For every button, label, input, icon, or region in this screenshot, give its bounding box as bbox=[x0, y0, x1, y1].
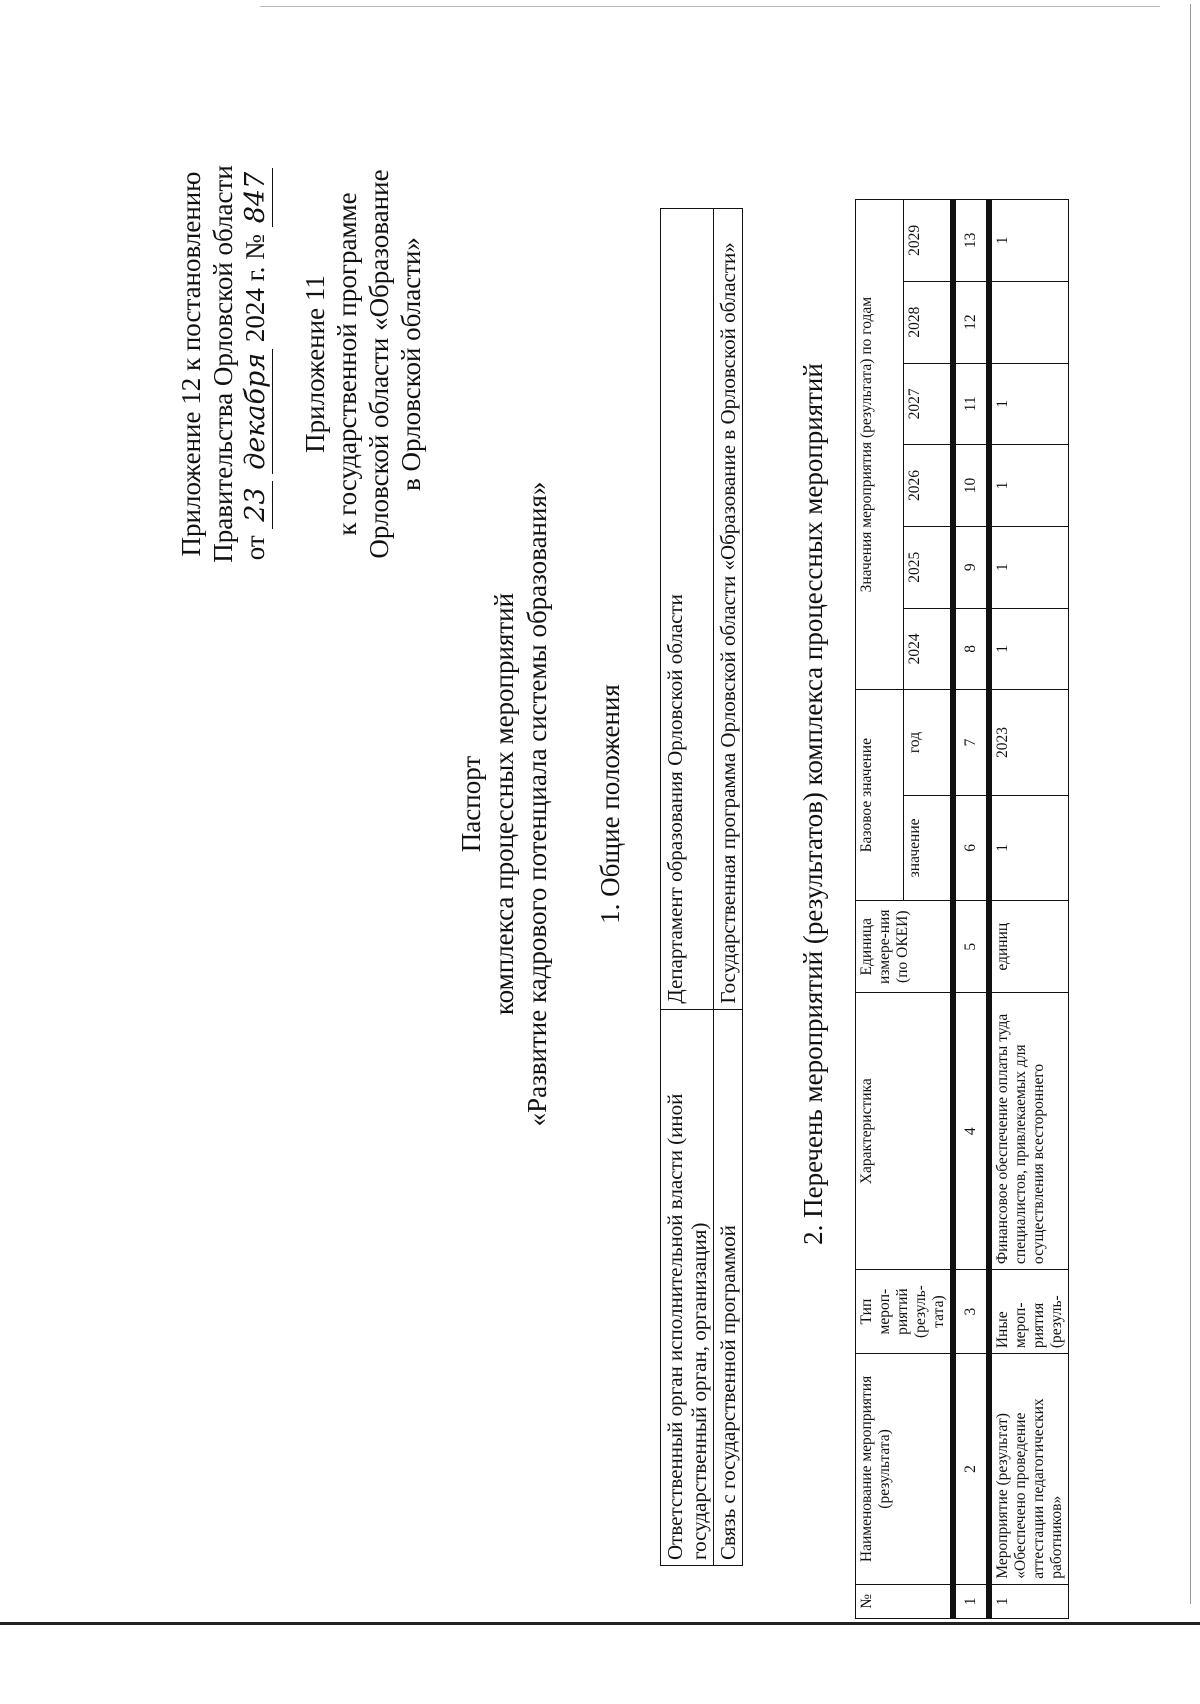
row-value-2025: 1 bbox=[992, 526, 1069, 608]
col-number: 2 bbox=[956, 1354, 987, 1585]
header-row bbox=[856, 200, 904, 1619]
col-number: 3 bbox=[956, 1270, 987, 1354]
row-unit: единиц bbox=[992, 901, 1069, 993]
appendix-line1: к государственной программе bbox=[332, 192, 362, 536]
activities-table bbox=[855, 199, 1069, 1619]
row-value: Департамент образования Орловской области bbox=[661, 209, 714, 1010]
row-no: 1 bbox=[992, 1584, 1069, 1618]
date-prefix: от bbox=[240, 535, 270, 561]
col-header-type: Тип мероп-риятий (резуль-тата) bbox=[856, 1270, 951, 1354]
section1-heading: 1. Общие положения bbox=[595, 684, 625, 924]
col-number: 9 bbox=[956, 526, 987, 608]
col-header-base: Базовое значение bbox=[856, 690, 904, 901]
col-header-years-group: Значения мероприятия (результата) по годам bbox=[856, 200, 904, 690]
col-number: 4 bbox=[956, 993, 987, 1270]
col-header-unit: Единица измере-ния (по ОКЕИ) bbox=[856, 901, 951, 993]
header-date-line bbox=[239, 74, 273, 654]
col-header-year-2029: 2029 bbox=[903, 200, 951, 282]
col-number: 7 bbox=[956, 690, 987, 795]
header-line2: Правительства Орловской области bbox=[208, 165, 238, 563]
col-header-name: Наименование мероприятия (результата) bbox=[856, 1354, 951, 1585]
header-line1: Приложение 12 к постановлению bbox=[176, 171, 206, 557]
col-header-year-2027: 2027 bbox=[903, 363, 951, 445]
row-value-2029: 1 bbox=[992, 200, 1069, 282]
date-month: декабря bbox=[240, 349, 273, 474]
title-line2: комплекса процессных мероприятий bbox=[489, 592, 519, 1016]
general-provisions-table bbox=[660, 208, 743, 1566]
row-label: Ответственный орган исполнительной власти (иной государственный орган, организация) bbox=[661, 1009, 714, 1565]
col-number: 11 bbox=[956, 363, 987, 445]
row-value-2028 bbox=[992, 281, 1069, 363]
col-number: 12 bbox=[956, 281, 987, 363]
table-row bbox=[661, 209, 714, 1566]
row-value-2026: 1 bbox=[992, 445, 1069, 527]
col-number: 1 bbox=[956, 1584, 987, 1618]
title-line1: Паспорт bbox=[456, 755, 486, 853]
col-number: 5 bbox=[956, 901, 987, 993]
col-header-base-value: значение bbox=[903, 795, 951, 900]
row-value-2027: 1 bbox=[992, 363, 1069, 445]
date-day: 23 bbox=[240, 481, 273, 529]
row-base-year: 2023 bbox=[992, 690, 1069, 795]
col-header-year-2026: 2026 bbox=[903, 445, 951, 527]
col-header-characteristic: Характеристика bbox=[856, 993, 951, 1270]
row-characteristic: Финансовое обеспечение оплаты туда специалистов, привлекаемых для осуществления всестороннего bbox=[992, 993, 1069, 1270]
col-number: 8 bbox=[956, 608, 987, 690]
column-numbers-row bbox=[956, 200, 987, 1619]
doc-number: 847 bbox=[240, 168, 273, 228]
row-label: Связь с государственной программой bbox=[714, 1009, 743, 1565]
appendix-header bbox=[175, 74, 427, 654]
table-row bbox=[992, 200, 1069, 1619]
row-value-2024: 1 bbox=[992, 608, 1069, 690]
table-row bbox=[714, 209, 743, 1566]
row-name: Мероприятие (результат) «Обеспечено проведение аттестации педагогических работников» bbox=[992, 1354, 1069, 1585]
title-line3: «Развитие кадрового потенциала системы образования» bbox=[522, 481, 552, 1127]
col-number: 6 bbox=[956, 795, 987, 900]
row-type: Иные мероп-риятия (резуль- bbox=[992, 1270, 1069, 1354]
appendix-number: Приложение 11 bbox=[300, 275, 330, 453]
document-title bbox=[455, 354, 554, 1254]
col-header-base-year: год bbox=[903, 690, 951, 795]
row-value: Государственная программа Орловской области «Образование в Орловской области» bbox=[714, 209, 743, 1010]
appendix-line2: Орловской области «Образование bbox=[364, 169, 394, 559]
col-header-year-2024: 2024 bbox=[903, 608, 951, 690]
date-year: 2024 г. № bbox=[240, 234, 270, 343]
col-number: 10 bbox=[956, 445, 987, 527]
col-header-no: № bbox=[856, 1584, 951, 1618]
col-number: 13 bbox=[956, 200, 987, 282]
row-base-value: 1 bbox=[992, 795, 1069, 900]
appendix-line3: в Орловской области» bbox=[396, 237, 426, 491]
section2-heading: 2. Перечень мероприятий (результатов) комплекса процессных мероприятий bbox=[798, 363, 828, 1245]
col-header-year-2025: 2025 bbox=[903, 526, 951, 608]
col-header-year-2028: 2028 bbox=[903, 281, 951, 363]
